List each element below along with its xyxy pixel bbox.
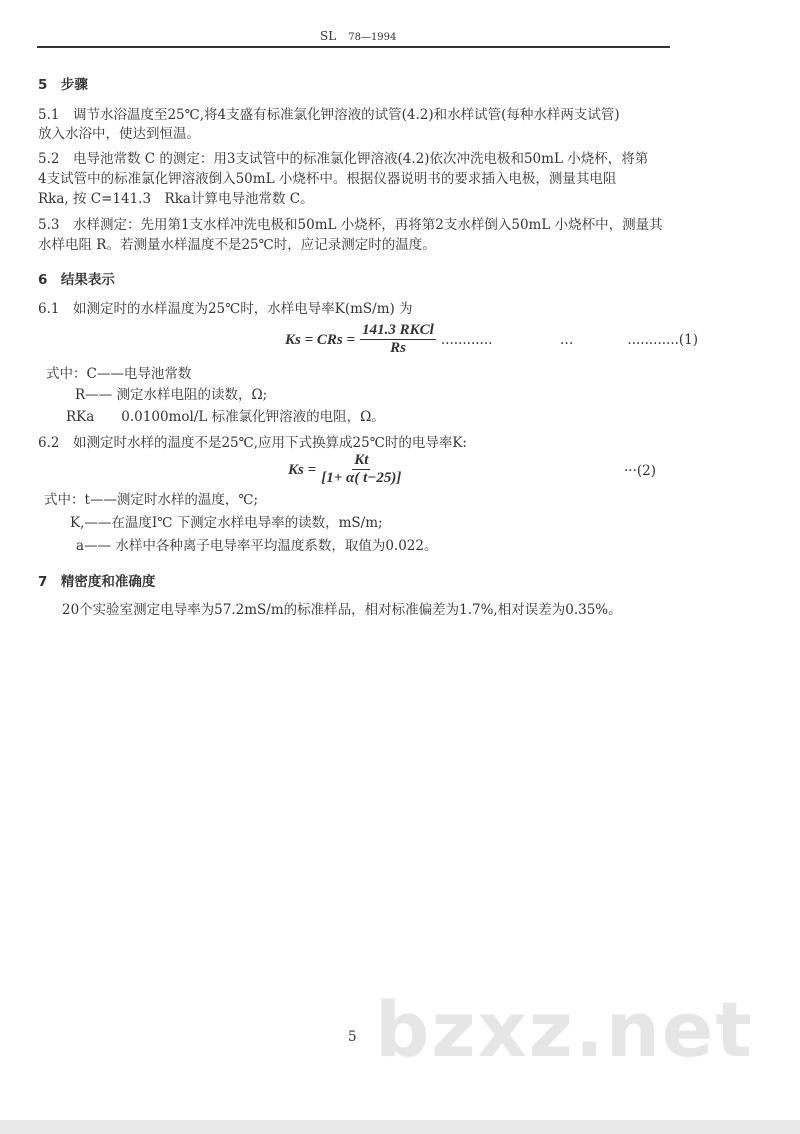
- eq2-fraction: [321, 452, 401, 487]
- para-5-2-line2: 4支试管中的标准氯化钾溶液倒入50mL 小烧杯中。根据仪器说明书的要求插入电极，测量其电阻: [38, 171, 617, 187]
- standard-number: 78—1994: [348, 32, 397, 43]
- watermark: bzxz.net: [375, 985, 754, 1074]
- where-t: 式中：t——测定时水样的温度，℃;: [44, 492, 259, 508]
- where-c: 式中：C——电导池常数: [46, 366, 192, 382]
- para-6-2: 6.2 如测定时水样的温度不是25℃,应用下式换算成25℃时的电导率K:: [38, 435, 467, 451]
- eq1-denominator: Rs: [390, 340, 406, 356]
- eq2-number: ···(2): [624, 463, 656, 479]
- section-6-title: 6 结果表示: [38, 272, 115, 288]
- section-7-title: 7 精密度和准确度: [38, 574, 156, 590]
- para-5-2-line1: 5.2 电导池常数 C 的测定：用3支试管中的标准氯化钾溶液(4.2)依次冲洗电极和50mL 小烧杯，将第: [38, 151, 649, 167]
- para-5-3-line2: 水样电阻 R。若测量水样温度不是25℃时，应记录测定时的温度。: [38, 237, 436, 253]
- para-6-1: 6.1 如测定时的水样温度为25℃时，水样电导率K(mS/m) 为: [38, 301, 413, 317]
- para-5-1-line1: 5.1 调节水浴温度至25℃,将4支盛有标准氯化钾溶液的试管(4.2)和水样试管(每种水样两支试管): [38, 107, 620, 123]
- para-7: 20个实验室测定电导率为57.2mS/m的标准样品，相对标准偏差为1.7%,相对误差为0.35%。: [62, 602, 622, 618]
- where-rka: RKa 0.0100mol/L 标准氯化钾溶液的电阻，Ω。: [66, 409, 385, 425]
- para-5-2-line3: Rka, 按 C=141.3 Rka计算电导池常数 C。: [38, 191, 314, 207]
- eq1-lhs: Ks = CRs =: [285, 332, 356, 348]
- where-kt: K,——在温度I℃ 下测定水样电导率的读数，mS/m;: [70, 515, 383, 531]
- eq1-fraction: [360, 322, 436, 357]
- where-a: a—— 水样中各种离子电导率平均温度系数，取值为0.022。: [76, 538, 438, 554]
- header-rule: [37, 46, 670, 48]
- standard-prefix: SL: [320, 29, 337, 43]
- header-code: [320, 27, 396, 47]
- page-bottom-edge: [0, 1120, 800, 1134]
- where-r: R—— 测定水样电阻的读数，Ω;: [75, 387, 268, 403]
- para-5-3-line1: 5.3 水样测定：先用第1支水样冲洗电极和50mL 小烧杯，再将第2支水样倒入50mL 小烧杯中，测量其: [38, 217, 663, 233]
- equation-2: [288, 452, 401, 487]
- eq2-numerator: Kt: [354, 452, 369, 468]
- eq2-denominator: [1+ α( t−25)]: [321, 470, 402, 486]
- eq2-lhs: Ks =: [288, 462, 317, 478]
- eq1-number: ............ … ............(1): [440, 332, 699, 348]
- equation-1: [285, 322, 698, 357]
- eq1-numerator: 141.3 RKCl: [362, 322, 434, 338]
- para-5-1-line2: 放入水浴中，使达到恒温。: [38, 126, 200, 142]
- section-5-title: 5 步骤: [38, 77, 88, 93]
- page-number: 5: [348, 1029, 357, 1045]
